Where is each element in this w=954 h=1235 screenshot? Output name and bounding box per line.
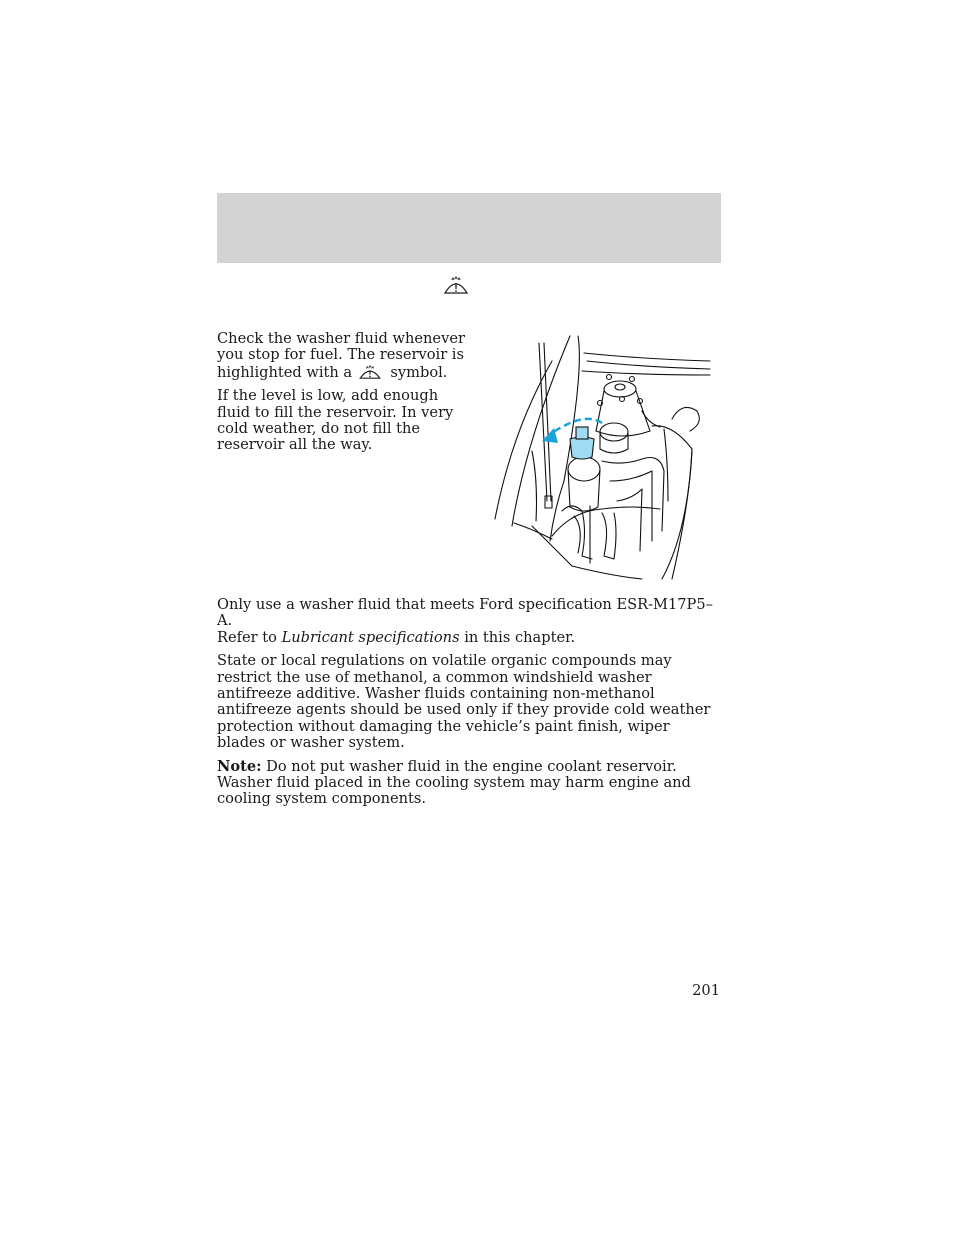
washer-fluid-icon [443,274,469,296]
intro-p1-end: symbol. [390,363,448,381]
washer-fluid-icon [358,364,382,380]
note-paragraph [217,759,721,808]
lubricant-specifications-reference: Lubricant specifications [281,628,460,646]
intro-paragraph-1 [217,331,467,381]
page-number: 201 [692,982,720,999]
spec-line: Only use a washer fluid that meets Ford specification ESR-M17P5–A. [217,596,713,630]
intro-p1-text: Check the washer fluid whenever you stop for fuel. The reservoir is highlighted with a [217,330,465,381]
regulations-paragraph: State or local regulations on volatile organic compounds may restrict the use of methanol, a common windshield washer antifreeze additive. Washer fluids containing non-methanol antifreeze agents should be used only if they provide cold weather protection without damaging the vehicle’s paint finish, wiper blades or washer system. [217,652,711,752]
note-label: Note: [217,757,262,775]
intro-text [217,331,467,461]
refer-text: Refer to [217,628,277,646]
spec-paragraph [217,597,721,646]
section-header-band [217,193,721,263]
body-text [217,597,721,815]
refer-end: in this chapter. [464,628,576,646]
intro-paragraph-2: If the level is low, add enough fluid to fill the reservoir. In very cold weather, do not fill the reservoir all the way. [217,387,454,454]
engine-compartment-illustration [492,331,720,581]
note-text: Do not put washer fluid in the engine coolant reservoir. Washer fluid placed in the cooling system may harm engine and cooling system components. [217,757,691,808]
